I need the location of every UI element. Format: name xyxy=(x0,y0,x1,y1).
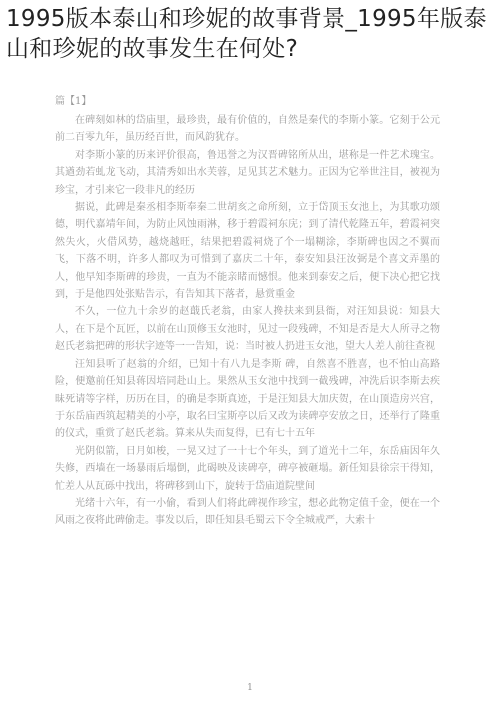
paragraph: 不久，一位九十余岁的赵蕺氏老翁，由家人搀扶来到县衙，对汪知县说：知县大人，在下是个瓦匠，以前在山顶修玉女池时，见过一段残碑，不知是否是大人所寻之物赵氏老翁把碑的形状字迹等一一告知，说：当时被人扔进玉女池，望大人差人前往查视 xyxy=(55,306,440,353)
article-body xyxy=(55,95,440,530)
paragraph: 据说，此碑是秦丞相李斯奉秦二世胡亥之命所刻，立于岱顶玉女池上，为其歌功颂德，明代嘉靖年间，为防止风蚀雨淋，移于碧霞祠东庑；到了清代乾隆五年，碧霞祠突然失火，火借风势，越烧越旺，结果把碧霞祠烧了个一塌糊涂，李斯碑也因之不翼而飞，下落不明，许多人都叹为可惜到了嘉庆二十年，泰安知县汪汝弼是个喜文弄墨的人，他早知李斯碑的珍贵，一直为不能亲睹而憾恨。他来到泰安之后，便下决心把它找到，于是他四处张贴告示，有告知其下落者，悬赏重金 xyxy=(55,202,440,301)
paragraph: 光阴似箭，日月如梭，一晃又过了一十七个年头，到了道光十二年，东岳庙因年久失修，西墙在一场暴雨后塌倒，此碣映及读碑亭，碑亭被砸塌。新任知县徐宗干得知，忙差人从瓦砾中找出，将碑移到山下，旋转于岱庙道院壁间 xyxy=(55,445,440,492)
page-title: 1995版本泰山和珍妮的故事背景_1995年版泰山和珍妮的故事发生在何处? xyxy=(6,6,487,62)
article-heading: 篇【1】 xyxy=(55,96,92,107)
paragraph: 在碑刻如林的岱庙里，最珍贵，最有价值的，自然是秦代的李斯小篆。它刻于公元前二百零九年，虽历经百世，而风韵犹存。 xyxy=(55,115,440,144)
paragraph: 汪知县听了赵翁的介绍，已知十有八九是李斯 碑，自然喜不胜喜，也不怕山高路险，便邀前任知县蒋因培同赴山上。果然从玉女池中找到一截残碑，冲洗后识李斯去疾昧死请等字样，历历在目，的确是李斯真迹，于是汪知县大加庆贺，在山顶造房兴宫，于东岳庙西筑起精美的小亭，取名曰宝斯亭以后又改为读碑亭安放之日，还举行了隆重的仪式，重赏了赵氏老翁。算来从失而复得，已有七十五年 xyxy=(55,358,440,440)
paragraph: 光绪十六年，有一小偷，看到人们将此碑视作珍宝，想必此物定值千金，便在一个风雨之夜将此碑偷走。事发以后，即任知县毛蜀云下令全城戒严，大索十 xyxy=(55,497,440,527)
paragraph: 对李斯小篆的历来评价很高，鲁迅誉之为汉晋碑铭所从出，堪称是一件艺术瑰宝。其遒劲若虬龙飞动，其清秀如出水芙蓉，足见其艺术魅力。正因为它举世注目，被视为珍宝，才引来它一段非凡的经历 xyxy=(55,149,440,196)
page-number: 1 xyxy=(247,683,253,693)
